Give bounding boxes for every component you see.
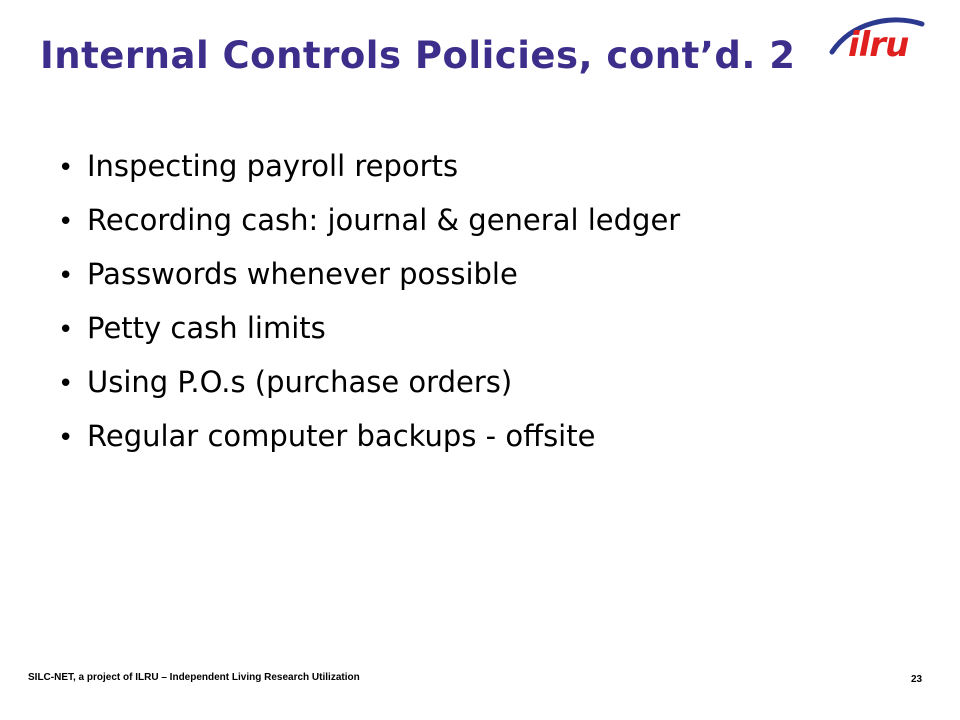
bullet-item [58, 196, 680, 250]
page-number: 23 [911, 674, 923, 685]
bullet-dot-icon: • [58, 315, 74, 345]
bullet-item [58, 142, 680, 196]
bullet-dot-icon: • [58, 423, 74, 453]
bullet-dot-icon: • [58, 207, 74, 237]
bullet-text: Recording cash: journal & general ledger [87, 203, 681, 237]
bullet-text: Regular computer backups - offsite [87, 419, 596, 453]
bullet-list [58, 142, 680, 466]
bullet-text: Using P.O.s (purchase orders) [87, 365, 513, 399]
bullet-dot-icon: • [58, 369, 74, 399]
bullet-text: Inspecting payroll reports [87, 149, 459, 183]
bullet-item [58, 304, 680, 358]
slide-title: Internal Controls Policies, cont’d. 2 [40, 34, 796, 77]
bullet-text: Petty cash limits [87, 311, 326, 345]
footer-text: SILC-NET, a project of ILRU – Independent Living Research Utilization [28, 672, 360, 683]
bullet-item [58, 250, 680, 304]
ilru-logo [826, 14, 926, 74]
bullet-dot-icon: • [58, 261, 74, 291]
bullet-dot-icon: • [58, 153, 74, 183]
bullet-item [58, 412, 680, 466]
bullet-text: Passwords whenever possible [87, 257, 518, 291]
logo-text: ilru [848, 25, 909, 65]
bullet-item [58, 358, 680, 412]
